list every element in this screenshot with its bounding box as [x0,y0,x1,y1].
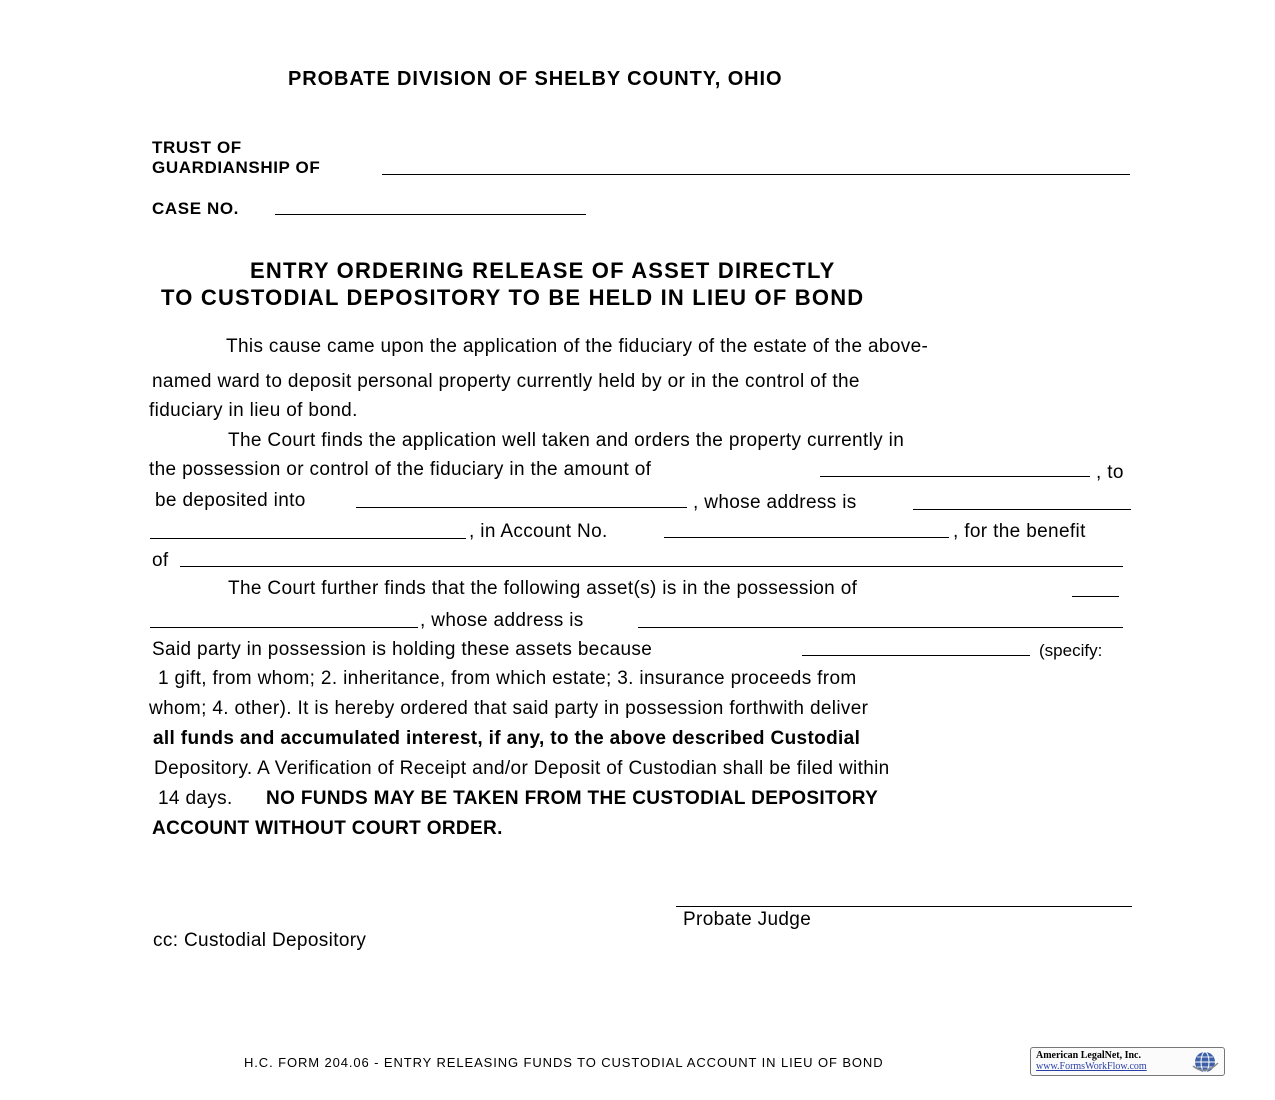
body-text: of [152,550,169,571]
case-number-field[interactable] [275,214,586,215]
body-text-bold: all funds and accumulated interest, if any, to the above described Custodial [153,728,861,749]
signature-label: Probate Judge [683,909,812,930]
cc-line: cc: Custodial Depository [153,930,367,951]
body-text: , in Account No. [469,521,608,542]
body-text: 14 days. [158,788,233,809]
body-text: fiduciary in lieu of bond. [149,400,358,421]
publisher-logo[interactable] [1030,1047,1225,1076]
body-text: whom; 4. other). It is hereby ordered that said party in possession forthwith deliver [149,698,869,719]
body-text-bold: ACCOUNT WITHOUT COURT ORDER. [152,818,503,839]
amount-field[interactable] [820,476,1090,477]
body-text: Said party in possession is holding these assets because [152,639,653,660]
form-footer: H.C. FORM 204.06 - ENTRY RELEASING FUNDS TO CUSTODIAL ACCOUNT IN LIEU OF BOND [244,1055,884,1070]
body-text: The Court finds the application well taken and orders the property currently in [228,430,905,451]
body-text: , whose address is [693,492,857,513]
possessor-name-field-2[interactable] [150,627,418,628]
body-text: (specify: [1039,641,1103,660]
body-text: named ward to deposit personal property currently held by or in the control of the [152,371,860,392]
depository-name-field[interactable] [356,507,687,508]
body-text-bold: NO FUNDS MAY BE TAKEN FROM THE CUSTODIAL DEPOSITORY [266,788,879,809]
account-number-field[interactable] [664,537,949,538]
possessor-address-field[interactable] [638,627,1123,628]
body-text: be deposited into [155,490,306,511]
judge-signature-line[interactable] [676,906,1132,907]
document-title-line1: ENTRY ORDERING RELEASE OF ASSET DIRECTLY [250,258,836,283]
depository-address-field-2[interactable] [150,538,466,539]
body-text: Depository. A Verification of Receipt and/or Deposit of Custodian shall be filed within [154,758,890,779]
depository-address-field[interactable] [913,509,1131,510]
guardianship-of-label: GUARDIANSHIP OF [152,158,321,177]
reason-field[interactable] [802,655,1030,656]
body-text: , for the benefit [953,521,1086,542]
globe-icon [1191,1050,1219,1074]
body-text: , whose address is [420,610,584,631]
document-title-line2: TO CUSTODIAL DEPOSITORY TO BE HELD IN LIEU OF BOND [161,285,865,310]
guardianship-name-field[interactable] [382,174,1130,175]
beneficiary-field[interactable] [180,566,1123,567]
body-text: 1 gift, from whom; 2. inheritance, from which estate; 3. insurance proceeds from [158,668,857,689]
case-no-label: CASE NO. [152,199,239,218]
body-text: the possession or control of the fiduciary in the amount of [149,459,652,480]
logo-name: American LegalNet, Inc. [1036,1050,1141,1061]
body-text: The Court further finds that the following asset(s) is in the possession of [228,578,858,599]
possessor-name-field[interactable] [1072,596,1119,597]
court-title: PROBATE DIVISION OF SHELBY COUNTY, OHIO [288,68,783,90]
body-text: , to [1096,462,1124,483]
trust-of-label: TRUST OF [152,138,242,157]
logo-url[interactable]: www.FormsWorkFlow.com [1036,1061,1147,1072]
body-text: This cause came upon the application of the fiduciary of the estate of the above- [226,336,929,357]
